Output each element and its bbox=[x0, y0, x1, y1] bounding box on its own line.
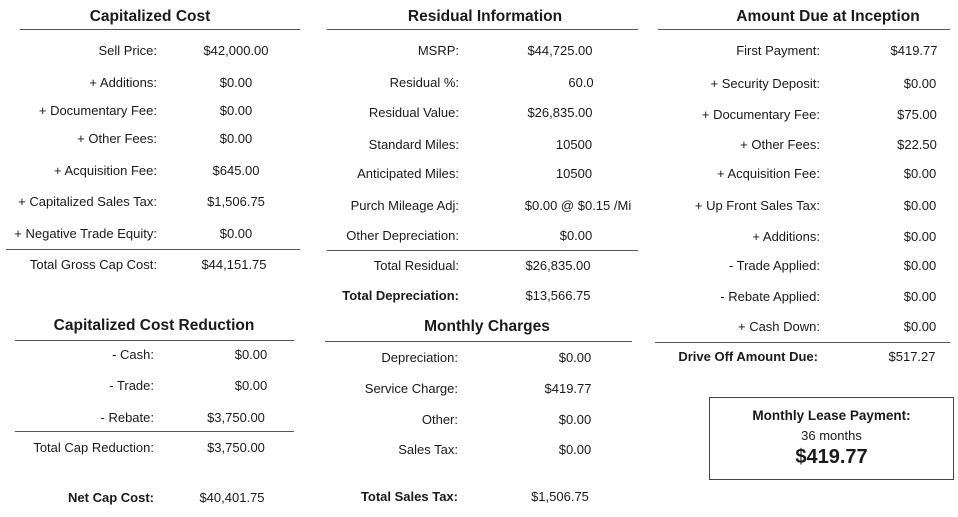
line-item-value: $0.00 bbox=[903, 229, 937, 244]
divider bbox=[327, 250, 638, 251]
line-item bbox=[320, 381, 640, 399]
line-item-value: $0.00 bbox=[234, 347, 268, 362]
line-item-value: $0.00 bbox=[903, 166, 937, 181]
net-cap-cost-label: Net Cap Cost: bbox=[68, 490, 154, 505]
line-item-value: $0.00 bbox=[219, 226, 253, 241]
divider bbox=[325, 341, 632, 342]
section-title-cap-cost-reduction: Capitalized Cost Reduction bbox=[53, 317, 255, 334]
line-item bbox=[320, 43, 640, 61]
line-item bbox=[0, 131, 300, 149]
line-item-label: + Capitalized Sales Tax: bbox=[18, 194, 157, 209]
line-item-label: Anticipated Miles: bbox=[357, 166, 459, 181]
line-item-label: Sales Tax: bbox=[398, 442, 458, 457]
section-title-residual: Residual Information bbox=[407, 8, 563, 25]
line-item bbox=[0, 378, 300, 396]
line-item bbox=[0, 347, 300, 365]
line-item-label: - Rebate Applied: bbox=[720, 289, 820, 304]
line-item-label: MSRP: bbox=[417, 43, 459, 58]
line-item-label: - Trade: bbox=[109, 378, 154, 393]
line-item-value: 10500 bbox=[555, 166, 593, 181]
line-item bbox=[650, 137, 958, 155]
residual-section bbox=[320, 0, 640, 517]
line-item-value: $0.00 bbox=[234, 378, 268, 393]
line-item-label: - Rebate: bbox=[100, 410, 154, 425]
line-item-value: $419.77 bbox=[544, 381, 592, 396]
line-item bbox=[320, 166, 640, 184]
line-item-label: First Payment: bbox=[736, 43, 820, 58]
line-item-label: Residual Value: bbox=[368, 105, 459, 120]
total-sales-tax-label: Total Sales Tax: bbox=[360, 489, 458, 504]
line-item-label: + Negative Trade Equity: bbox=[14, 226, 157, 241]
line-item-label: + Additions: bbox=[89, 75, 157, 90]
line-item-value: $0.00 bbox=[903, 258, 937, 273]
line-item-value: 10500 bbox=[555, 137, 593, 152]
line-item-value: $0.00 bbox=[903, 76, 937, 91]
line-item-value: $0.00 bbox=[219, 75, 253, 90]
line-item-value: $0.00 bbox=[219, 103, 253, 118]
monthly-lease-payment-box bbox=[709, 397, 954, 480]
divider bbox=[655, 342, 950, 343]
line-item-label: + Security Deposit: bbox=[710, 76, 820, 91]
line-item-label: + Documentary Fee: bbox=[38, 103, 157, 118]
line-item bbox=[0, 194, 300, 212]
line-item-label: + Acquisition Fee: bbox=[717, 166, 820, 181]
total-depreciation-label: Total Depreciation: bbox=[342, 288, 459, 303]
total-label: Total Cap Reduction: bbox=[33, 440, 154, 455]
line-item bbox=[0, 163, 300, 181]
line-item-value: $0.00 bbox=[559, 228, 593, 243]
line-item-label: Standard Miles: bbox=[368, 137, 459, 152]
line-item bbox=[650, 319, 958, 337]
total-depreciation bbox=[320, 288, 640, 306]
line-item-value: $0.00 @ $0.15 /Mi bbox=[524, 198, 632, 213]
line-item bbox=[650, 289, 958, 307]
divider bbox=[6, 249, 300, 250]
total-sales-tax bbox=[320, 489, 640, 507]
line-item-label: Sell Price: bbox=[98, 43, 157, 58]
line-item-label: + Up Front Sales Tax: bbox=[694, 198, 820, 213]
line-item-label: + Documentary Fee: bbox=[701, 107, 820, 122]
line-item bbox=[650, 76, 958, 94]
total-cap-reduction bbox=[0, 440, 300, 458]
net-cap-cost-value: $40,401.75 bbox=[199, 490, 265, 505]
line-item-label: + Other Fees: bbox=[77, 131, 157, 146]
line-item-value: $0.00 bbox=[558, 412, 592, 427]
total-residual bbox=[320, 258, 640, 276]
monthly-payment-amount: $419.77 bbox=[795, 446, 868, 468]
line-item-label: Other: bbox=[421, 412, 458, 427]
section-title-monthly-charges: Monthly Charges bbox=[424, 318, 550, 335]
line-item-label: Depreciation: bbox=[381, 350, 458, 365]
total-value: $3,750.00 bbox=[207, 440, 265, 455]
section-title-capitalized-cost: Capitalized Cost bbox=[89, 8, 211, 25]
line-item-label: + Cash Down: bbox=[737, 319, 820, 334]
total-value: $26,835.00 bbox=[525, 258, 591, 273]
line-item-value: $0.00 bbox=[903, 319, 937, 334]
divider bbox=[20, 29, 300, 30]
line-item-value: $75.00 bbox=[897, 107, 937, 122]
divider bbox=[15, 431, 294, 432]
capitalized-cost-section bbox=[0, 0, 300, 517]
line-item-label: + Acquisition Fee: bbox=[54, 163, 157, 178]
line-item-value: $3,750.00 bbox=[207, 410, 265, 425]
net-cap-cost bbox=[0, 490, 300, 508]
line-item bbox=[0, 103, 300, 121]
line-item bbox=[320, 75, 640, 93]
line-item bbox=[650, 258, 958, 276]
section-title-inception: Amount Due at Inception bbox=[736, 8, 920, 25]
line-item-value: $44,725.00 bbox=[527, 43, 593, 58]
line-item-label: Other Depreciation: bbox=[346, 228, 459, 243]
line-item-value: $419.77 bbox=[890, 43, 938, 58]
line-item-value: 60.0 bbox=[568, 75, 594, 90]
line-item bbox=[320, 228, 640, 246]
line-item bbox=[320, 350, 640, 368]
line-item bbox=[320, 442, 640, 460]
total-sales-tax-value: $1,506.75 bbox=[531, 489, 589, 504]
line-item-label: + Other Fees: bbox=[740, 137, 820, 152]
total-value: $44,151.75 bbox=[201, 257, 267, 272]
line-item bbox=[320, 412, 640, 430]
divider bbox=[658, 29, 950, 30]
line-item bbox=[650, 229, 958, 247]
line-item bbox=[0, 226, 300, 244]
line-item-label: Service Charge: bbox=[364, 381, 458, 396]
line-item bbox=[320, 198, 640, 216]
total-depreciation-value: $13,566.75 bbox=[525, 288, 591, 303]
divider bbox=[15, 340, 294, 341]
line-item bbox=[0, 75, 300, 93]
line-item-value: $22.50 bbox=[897, 137, 937, 152]
divider bbox=[327, 29, 638, 30]
line-item-value: $0.00 bbox=[903, 198, 937, 213]
line-item bbox=[320, 137, 640, 155]
line-item-value: $1,506.75 bbox=[207, 194, 265, 209]
total-label: Total Residual: bbox=[373, 258, 459, 273]
line-item-value: $0.00 bbox=[558, 442, 592, 457]
lease-term: 36 months bbox=[801, 428, 862, 443]
total-label: Total Gross Cap Cost: bbox=[29, 257, 157, 272]
line-item bbox=[650, 198, 958, 216]
line-item bbox=[650, 43, 958, 61]
line-item bbox=[650, 107, 958, 125]
drive-off-value: $517.27 bbox=[888, 349, 936, 364]
line-item-value: $42,000.00 bbox=[203, 43, 269, 58]
line-item-value: $645.00 bbox=[212, 163, 260, 178]
line-item-label: Residual %: bbox=[389, 75, 459, 90]
drive-off-amount-due bbox=[650, 349, 958, 367]
line-item bbox=[0, 43, 300, 61]
line-item-label: - Trade Applied: bbox=[728, 258, 820, 273]
total-gross-cap-cost bbox=[0, 257, 300, 275]
line-item-value: $0.00 bbox=[903, 289, 937, 304]
line-item-value: $0.00 bbox=[558, 350, 592, 365]
line-item-label: + Additions: bbox=[752, 229, 820, 244]
line-item bbox=[650, 166, 958, 184]
line-item-value: $26,835.00 bbox=[527, 105, 593, 120]
line-item-label: - Cash: bbox=[112, 347, 154, 362]
line-item bbox=[0, 410, 300, 428]
drive-off-label: Drive Off Amount Due: bbox=[678, 349, 818, 364]
monthly-lease-payment-title: Monthly Lease Payment: bbox=[752, 408, 911, 423]
line-item-label: Purch Mileage Adj: bbox=[350, 198, 459, 213]
line-item bbox=[320, 105, 640, 123]
line-item-value: $0.00 bbox=[219, 131, 253, 146]
